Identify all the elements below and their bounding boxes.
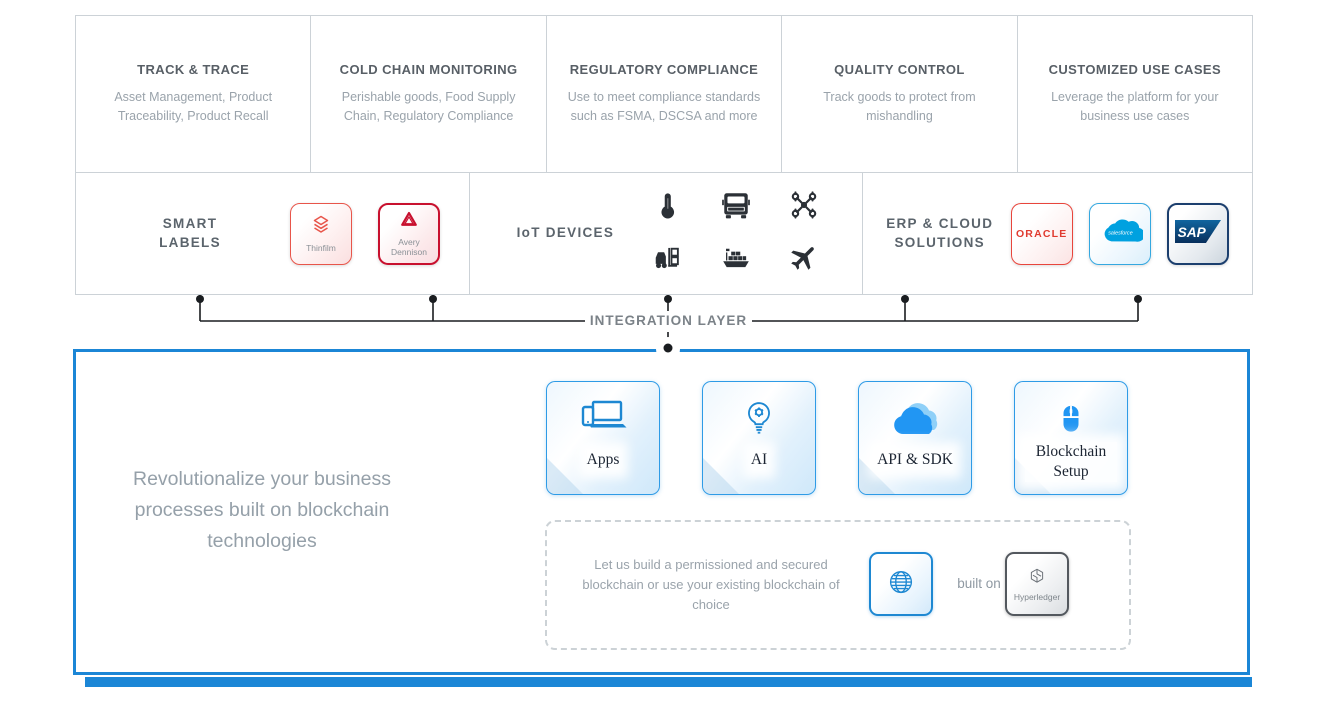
- thinfilm-card: [290, 203, 352, 265]
- salesforce-logo: [1097, 215, 1143, 252]
- card-label: API & SDK: [877, 450, 953, 470]
- use-case-desc: Leverage the platform for your business use cases: [1051, 90, 1219, 123]
- blockchain-platform-box: [73, 349, 1250, 675]
- blockchain-sphere-card: [869, 552, 933, 616]
- laptop-phone-icon: [576, 396, 630, 445]
- use-case-title: COLD CHAIN MONITORING: [339, 62, 518, 78]
- svg-text:SAP: SAP: [1177, 224, 1206, 240]
- use-case-title: QUALITY CONTROL: [834, 62, 965, 78]
- use-cases-row: [75, 15, 1253, 172]
- custom-blockchain-text: Let us build a permissioned and secured blockchain or use your existing blockchain of choice: [582, 557, 840, 613]
- thermometer-icon: [654, 189, 682, 226]
- bulb-gear-icon: [737, 396, 781, 449]
- platform-card-apps: [546, 381, 660, 495]
- blockchain-sphere-icon: [886, 567, 916, 602]
- salesforce-card: [1089, 203, 1151, 265]
- use-case-desc: Track goods to protect from mishandling: [823, 90, 976, 123]
- use-case-track-trace: [76, 16, 311, 172]
- erp-cloud-title: ERP & CLOUD SOLUTIONS: [886, 215, 994, 250]
- platform-headline: Revolutionalize your business processes built on blockchain technologies: [133, 468, 391, 553]
- data-sources-row: [75, 172, 1253, 295]
- card-label: Apps: [587, 450, 620, 470]
- custom-blockchain-box: [545, 520, 1131, 650]
- iot-devices-title: IoT DEVICES: [516, 225, 615, 241]
- platform-card-api-sdk: [858, 381, 972, 495]
- avery-dennison-card: [378, 203, 440, 265]
- use-case-title: REGULATORY COMPLIANCE: [569, 62, 759, 78]
- hyperledger-label: Hyperledger: [1013, 591, 1061, 602]
- avery-dennison-icon: [397, 209, 421, 236]
- integration-layer-label: INTEGRATION LAYER: [585, 313, 752, 328]
- hyperledger-card: [1005, 552, 1069, 616]
- platform-card-ai: [702, 381, 816, 495]
- drone-icon: [787, 189, 821, 226]
- truck-icon: [719, 189, 753, 226]
- use-case-regulatory: [547, 16, 782, 172]
- svg-text:salesforce: salesforce: [1107, 230, 1133, 237]
- thinfilm-icon: [308, 213, 334, 242]
- use-case-title: TRACK & TRACE: [137, 62, 250, 78]
- built-on-label: built on: [957, 576, 1001, 591]
- avery-dennison-label: Avery Dennison: [391, 237, 427, 257]
- use-case-quality: [782, 16, 1017, 172]
- thinfilm-label: Thinfilm: [306, 243, 336, 254]
- erp-cloud-section: [863, 173, 1252, 294]
- sap-card: [1167, 203, 1229, 265]
- use-case-title: CUSTOMIZED USE CASES: [1048, 62, 1222, 78]
- platform-bottom-bar: [85, 677, 1252, 687]
- use-case-desc: Use to meet compliance standards such as FSMA, DSCSA and more: [567, 90, 761, 123]
- card-label: AI: [751, 450, 767, 470]
- use-case-desc: Asset Management, Product Traceability, Product Recall: [114, 90, 273, 123]
- use-case-customized: [1018, 16, 1252, 172]
- card-label: Blockchain Setup: [1025, 442, 1117, 482]
- use-case-desc: Perishable goods, Food Supply Chain, Regulatory Compliance: [341, 90, 516, 123]
- iot-devices-section: [470, 173, 862, 294]
- smart-labels-section: [76, 173, 470, 294]
- airplane-icon: [787, 241, 821, 278]
- oracle-card: [1011, 203, 1073, 265]
- smart-labels-title: SMART LABELS: [159, 215, 221, 250]
- cargo-ship-icon: [719, 241, 753, 278]
- cloud-icon: [887, 396, 943, 447]
- forklift-icon: [651, 241, 685, 278]
- hyperledger-icon: [1028, 567, 1046, 590]
- oracle-logo: ORACLE: [1015, 227, 1068, 240]
- sap-logo: [1175, 220, 1221, 248]
- use-case-cold-chain: [311, 16, 546, 172]
- iot-icons-grid: [634, 182, 838, 286]
- platform-card-blockchain-setup: [1014, 381, 1128, 495]
